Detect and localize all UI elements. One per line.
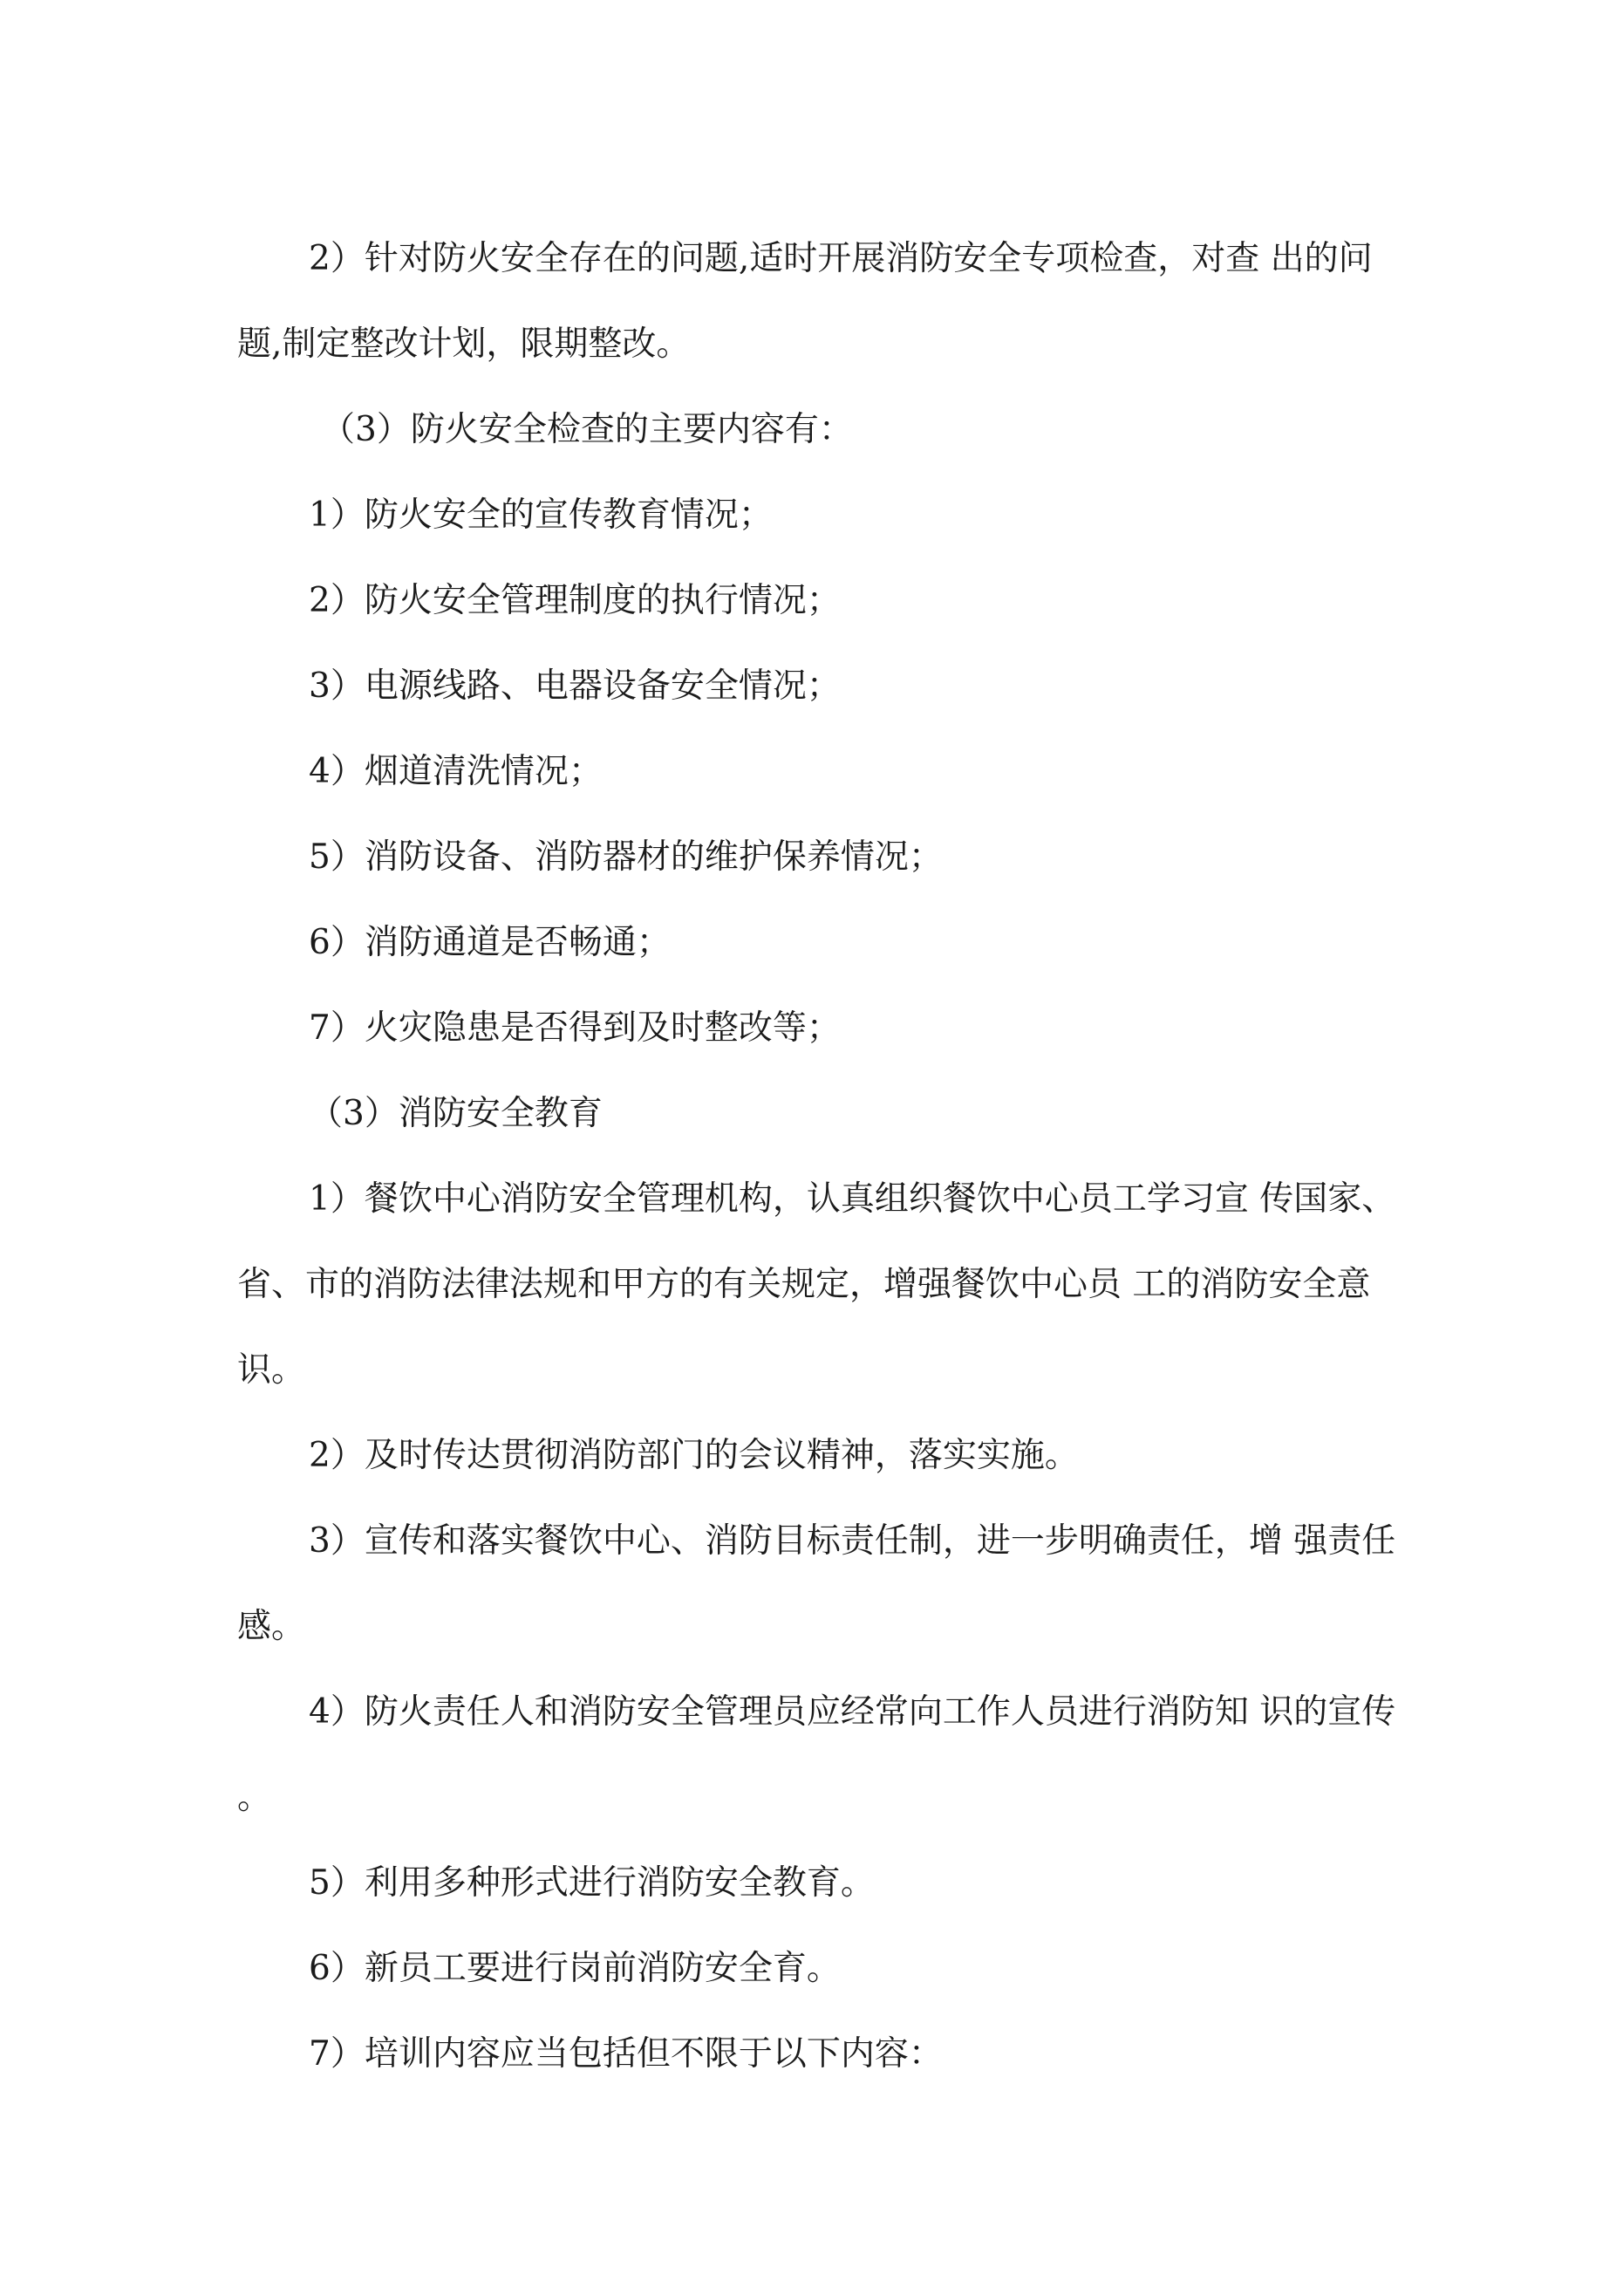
list-item	[237, 473, 1406, 558]
paragraph-education-5	[237, 1841, 1406, 1926]
list-item-text: 3）电源线路、电器设备安全情况；	[309, 666, 841, 706]
paragraph-line: 3）宣传和落实餐饮中心、消防目标责任制，进一步明确责任，增 强责任	[309, 1521, 1396, 1561]
paragraph-education-7	[237, 2012, 1406, 2097]
paragraph-line: 题,制定整改计划，限期整改。	[237, 325, 691, 364]
section-heading: （3）消防安全教育	[309, 1094, 603, 1133]
paragraph-education-6	[237, 1926, 1406, 2012]
paragraph-line: 2）及时传达贯彻消防部门的会议精神，落实实施。	[309, 1436, 1079, 1475]
list-item	[237, 815, 1406, 900]
paragraph-line: 识。	[237, 1350, 306, 1390]
paragraph-line: 省、市的消防法律法规和甲方的有关规定，增强餐饮中心员 工的消防安全意	[237, 1265, 1371, 1304]
list-item-text: 6）消防通道是否畅通；	[309, 923, 671, 962]
list-item	[237, 644, 1406, 729]
list-item	[237, 900, 1406, 986]
list-item-text: 1）防火安全的宣传教育情况；	[309, 495, 773, 535]
paragraph-line: 5）利用多种形式进行消防安全教育。	[309, 1863, 875, 1903]
paragraph-line: 感。	[237, 1607, 306, 1646]
paragraph-line: 1）餐饮中心消防安全管理机构，认真组织餐饮中心员工学习宣 传国家、	[309, 1179, 1396, 1219]
paragraph-education-2	[237, 1413, 1406, 1499]
paragraph-education-4	[237, 1670, 1406, 1841]
list-item-text: 5）消防设备、消防器材的维护保养情况；	[309, 837, 943, 877]
list-item	[237, 729, 1406, 815]
list-item	[237, 986, 1406, 1071]
paragraph-education-1	[237, 1157, 1406, 1413]
paragraph-line: 6）新员工要进行岗前消防安全育。	[309, 1949, 841, 1988]
paragraph-line: 4）防火责任人和消防安全管理员应经常向工作人员进行消防知 识的宣传	[309, 1692, 1396, 1732]
section-heading: （3）防火安全检查的主要内容有：	[321, 410, 853, 449]
section-heading-fire-education	[237, 1071, 1406, 1157]
list-item-text: 7）火灾隐患是否得到及时整改等；	[309, 1008, 841, 1048]
document-body	[237, 216, 1406, 2097]
list-item-text: 2）防火安全管理制度的执行情况；	[309, 581, 841, 620]
paragraph-line: 7）培训内容应当包括但不限于以下内容：	[309, 2034, 943, 2074]
paragraph-check-rectify	[237, 216, 1406, 387]
section-heading-inspection-content	[237, 387, 1406, 473]
paragraph-education-3	[237, 1499, 1406, 1670]
paragraph-line: 2）针对防火安全存在的问题,适时开展消防安全专项检查，对查 出的问	[309, 239, 1373, 278]
list-item-text: 4）烟道清洗情况；	[309, 752, 603, 791]
paragraph-line: 。	[237, 1778, 272, 1817]
list-item	[237, 558, 1406, 644]
